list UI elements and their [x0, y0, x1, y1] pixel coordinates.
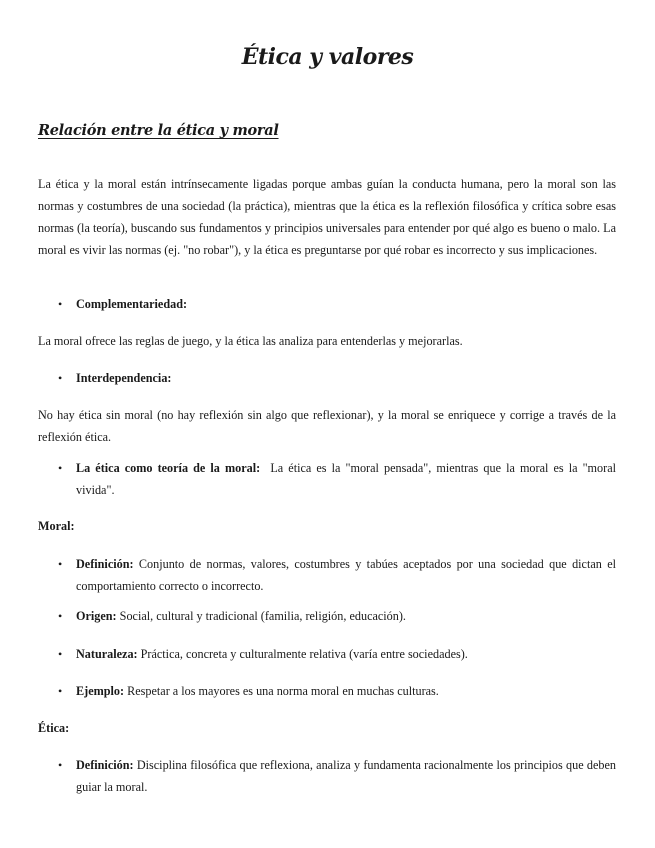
teoria-text: La ética es la "moral pensada", mientras que la moral es la "moral vivida".: [76, 461, 616, 497]
moral-heading: Moral:: [38, 519, 75, 533]
moral-naturaleza: Naturaleza: Práctica, concreta y culturalmente relativa (varía entre sociedades).: [76, 647, 468, 661]
bullet-marker: •: [58, 647, 63, 661]
etica-definicion: Definición: Disciplina filosófica que reflexiona, analiza y fundamenta racionalmente los principios que deben guiar la moral.: [76, 758, 616, 794]
bullet-marker: •: [58, 557, 63, 571]
bullet-marker: •: [58, 371, 63, 385]
moral-ejemplo: Ejemplo: Respetar a los mayores es una norma moral en muchas culturas.: [76, 684, 439, 698]
interdependencia-label: Interdependencia:: [76, 371, 172, 385]
complementariedad-paragraph: La moral ofrece las reglas de juego, y la ética las analiza para entenderlas y mejorarlas.: [38, 334, 463, 348]
bullet-marker: •: [58, 684, 63, 698]
complementariedad-label: Complementariedad:: [76, 297, 188, 311]
bullet-marker: •: [58, 758, 63, 772]
intro-paragraph: La ética y la moral están intrínsecamente ligadas porque ambas guían la conducta humana, pero la moral son las normas y costumbres de una sociedad (la práctica), mientras que la ética es la reflexión filosófica y crítica sobre esas normas (la teoría), buscando sus fundamentos y principios universales para entender por qué algo es bueno o malo. La moral es vivir las normas (ej. "no robar"), y la ética es preguntarse por qué robar es incorrecto y sus implicaciones.: [38, 177, 616, 257]
moral-origen: Origen: Social, cultural y tradicional (familia, religión, educación).: [76, 609, 406, 623]
teoria-item: [76, 457, 616, 501]
bullet-marker: •: [58, 609, 63, 623]
moral-definicion: Definición: Conjunto de normas, valores, costumbres y tabúes aceptados por una sociedad que dictan el comportamiento correcto o incorrecto.: [76, 557, 616, 593]
bullet-marker: •: [58, 297, 63, 311]
section-heading: Relación entre la ética y moral: [38, 122, 279, 139]
teoria-label: La ética como teoría de la moral:: [76, 461, 261, 475]
interdependencia-paragraph: No hay ética sin moral (no hay reflexión sin algo que reflexionar), y la moral se enriquece y corrige a través de la reflexión ética.: [38, 408, 616, 444]
page-title: Ética y valores: [241, 44, 414, 70]
etica-heading: Ética:: [38, 721, 70, 735]
bullet-marker: •: [58, 461, 63, 475]
